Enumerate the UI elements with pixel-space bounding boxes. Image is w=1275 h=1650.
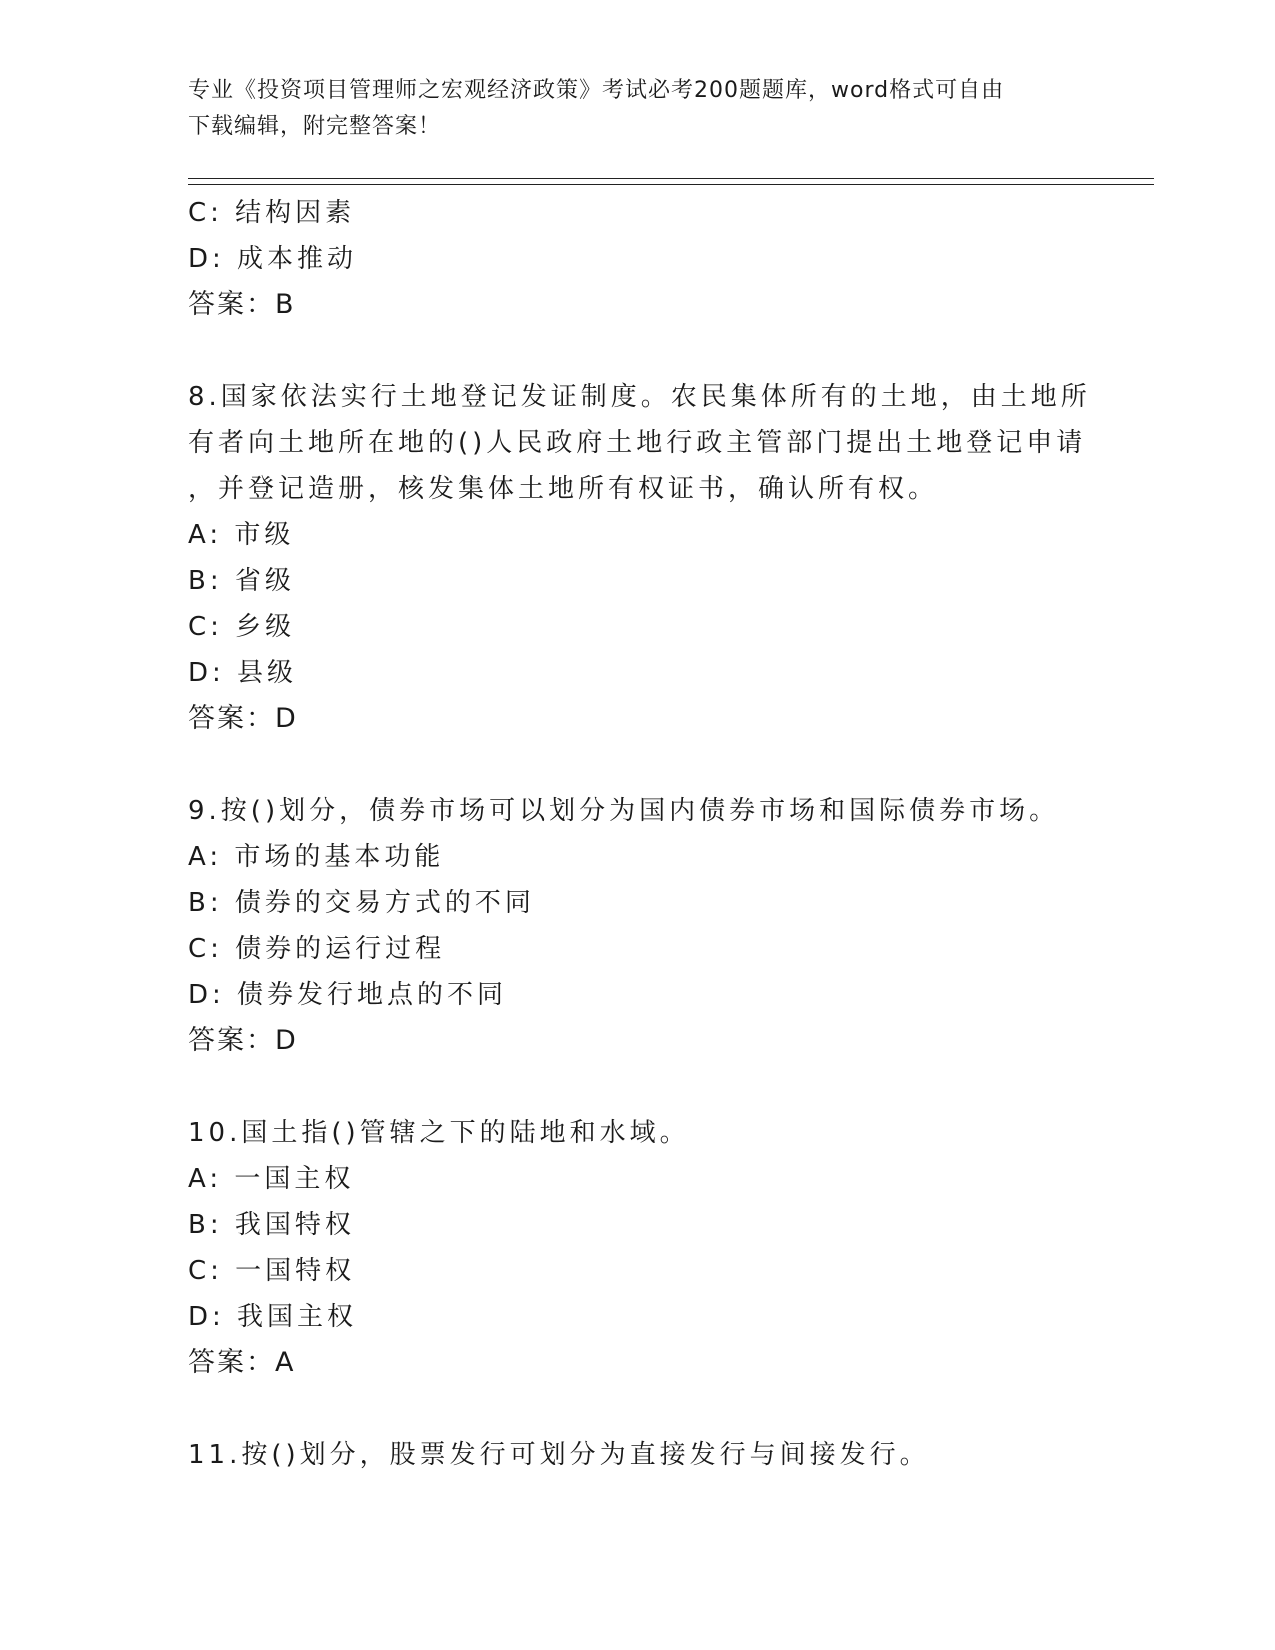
question-8-answer: 答案：D bbox=[188, 703, 298, 734]
question-9-option-c: C: 债券的运行过程 bbox=[188, 934, 446, 964]
header-line-2: 下载编辑，附完整答案！ bbox=[188, 114, 442, 139]
question-9-option-d: D: 债券发行地点的不同 bbox=[188, 980, 508, 1010]
spacer bbox=[188, 328, 1088, 374]
question-9-option-a: A: 市场的基本功能 bbox=[188, 842, 445, 872]
question-10-option-d: D: 我国主权 bbox=[188, 1302, 358, 1332]
spacer bbox=[188, 742, 1088, 788]
question-9-answer: 答案：D bbox=[188, 1025, 298, 1056]
question-10-option-c: C: 一国特权 bbox=[188, 1256, 356, 1286]
question-8-stem-line-1: 8.国家依法实行土地登记发证制度。农民集体所有的土地，由土地所 bbox=[188, 382, 1091, 412]
question-10-option-a: A: 一国主权 bbox=[188, 1164, 355, 1194]
question-8-option-b: B: 省级 bbox=[188, 566, 295, 596]
question-9-option-b: B: 债券的交易方式的不同 bbox=[188, 888, 535, 918]
header-line-1: 专业《投资项目管理师之宏观经济政策》考试必考200题题库，word格式可自由 bbox=[188, 78, 1005, 103]
question-8-stem-line-3: ，并登记造册，核发集体土地所有权证书，确认所有权。 bbox=[188, 474, 939, 504]
question-8-stem-line-2: 有者向土地所在地的()人民政府土地行政主管部门提出土地登记申请 bbox=[188, 428, 1087, 458]
question-10-answer: 答案：A bbox=[188, 1347, 296, 1378]
question-8-option-d: D: 县级 bbox=[188, 658, 298, 688]
option-d: D: 成本推动 bbox=[188, 244, 358, 274]
spacer bbox=[188, 1386, 1088, 1432]
question-9-stem: 9.按()划分，债券市场可以划分为国内债券市场和国际债券市场。 bbox=[188, 796, 1060, 826]
question-10-stem: 10.国土指()管辖之下的陆地和水域。 bbox=[188, 1118, 690, 1148]
option-c: C: 结构因素 bbox=[188, 198, 356, 228]
spacer bbox=[188, 1064, 1088, 1110]
question-8-option-c: C: 乡级 bbox=[188, 612, 296, 642]
question-list bbox=[188, 190, 1091, 1478]
question-11-stem: 11.按()划分，股票发行可划分为直接发行与间接发行。 bbox=[188, 1440, 930, 1470]
header-divider-bottom bbox=[188, 184, 1154, 185]
header-divider-top bbox=[188, 178, 1154, 179]
question-8-option-a: A: 市级 bbox=[188, 520, 295, 550]
document-header bbox=[188, 73, 1068, 145]
question-10-option-b: B: 我国特权 bbox=[188, 1210, 355, 1240]
answer-line: 答案：B bbox=[188, 289, 296, 320]
